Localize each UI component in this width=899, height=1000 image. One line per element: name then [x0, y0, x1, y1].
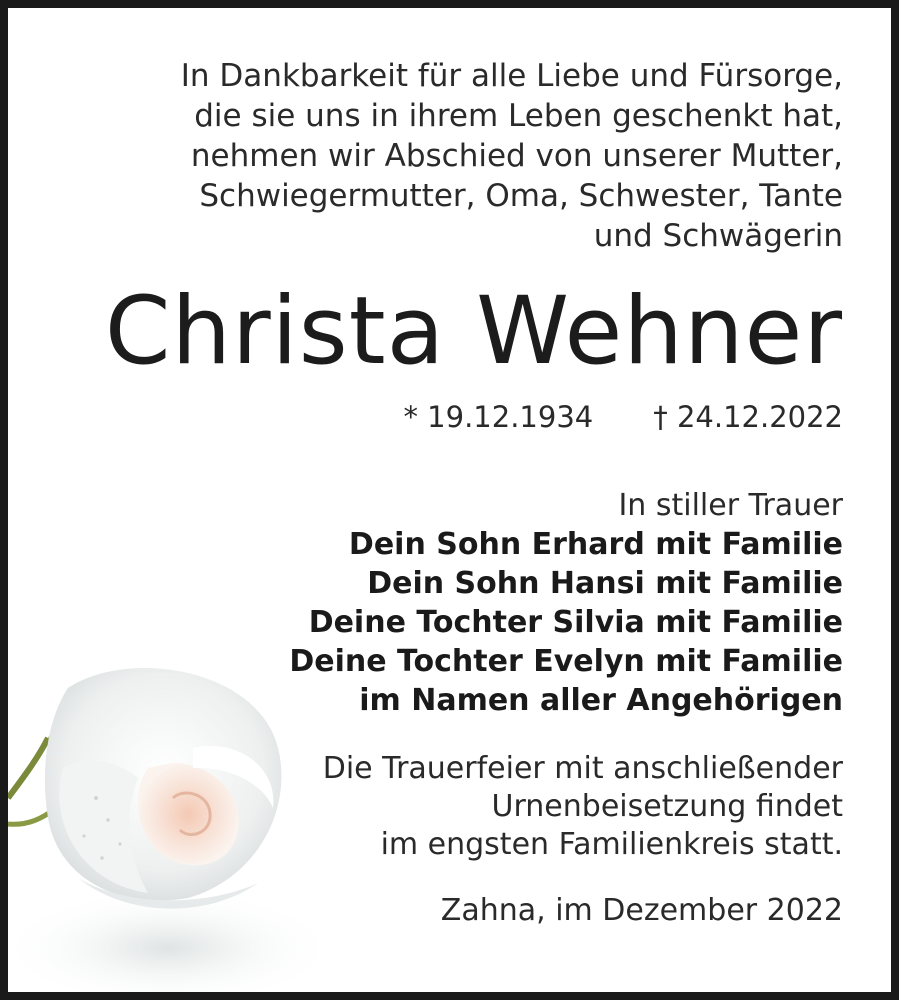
mourner-line: Deine Tochter Evelyn mit Familie	[289, 644, 843, 679]
mourner-line: Dein Sohn Hansi mit Familie	[367, 566, 843, 601]
ceremony-line: Die Trauerfeier mit anschließender	[322, 751, 843, 786]
ceremony-line: im engsten Familienkreis statt.	[380, 827, 843, 862]
mourners-block	[83, 486, 843, 720]
ceremony-line: Urnenbeisetzung findet	[491, 789, 843, 824]
place-date: Zahna, im Dezember 2022	[440, 893, 843, 928]
death-date: † 24.12.2022	[653, 400, 843, 434]
intro-line: und Schwägerin	[593, 218, 843, 254]
intro-line: Schwiegermutter, Oma, Schwester, Tante	[199, 178, 843, 214]
mourner-line: Dein Sohn Erhard mit Familie	[348, 527, 843, 562]
ceremony-notice	[83, 750, 843, 864]
mourning-lead: In stiller Trauer	[618, 488, 843, 523]
intro-line: die sie uns in ihrem Leben geschenkt hat,	[194, 98, 843, 134]
intro-line: In Dankbarkeit für alle Liebe und Fürsorge,	[180, 58, 843, 94]
intro-paragraph	[83, 56, 843, 256]
life-dates	[83, 398, 843, 436]
deceased-name: Christa Wehner	[104, 277, 843, 386]
mourner-line: im Namen aller Angehörigen	[359, 683, 843, 718]
obituary-text	[83, 56, 843, 930]
birth-date: * 19.12.1934	[403, 400, 594, 434]
mourner-line: Deine Tochter Silvia mit Familie	[308, 605, 843, 640]
intro-line: nehmen wir Abschied von unserer Mutter,	[190, 138, 843, 174]
